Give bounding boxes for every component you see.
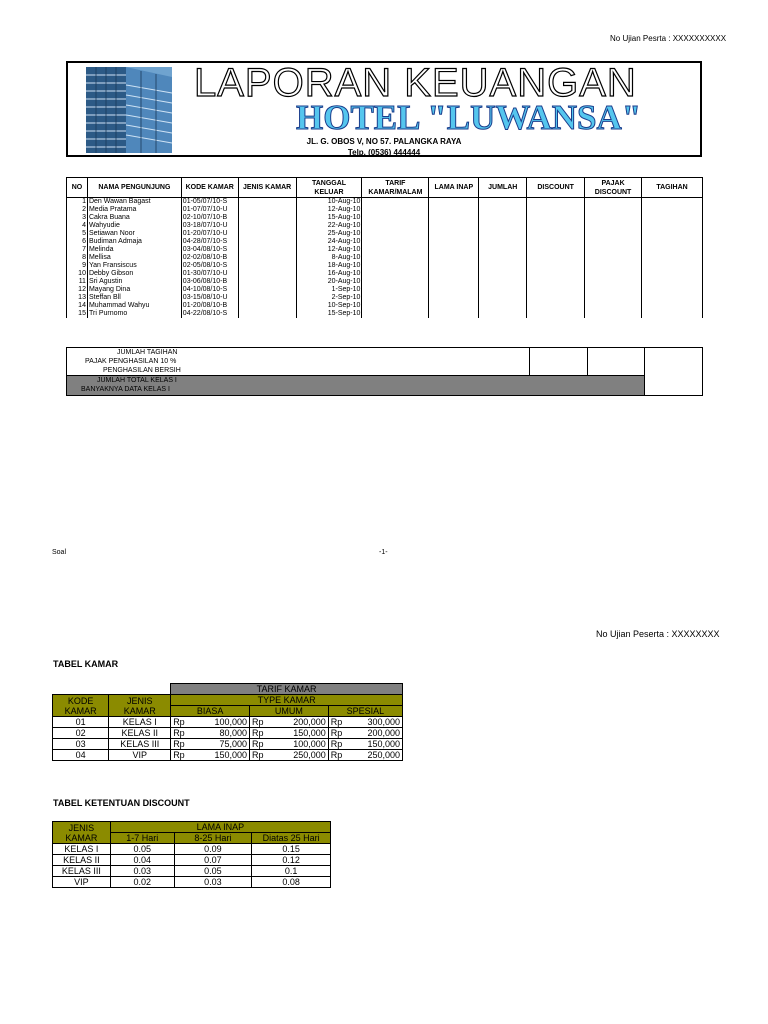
cell-tarif <box>362 214 429 222</box>
cell-no: 10 <box>67 270 88 278</box>
col-pajak: PAJAK DISCOUNT <box>585 178 642 198</box>
cell-tarif <box>362 238 429 246</box>
umum-header: UMUM <box>249 706 328 717</box>
d-col-1: 1-7 Hari <box>110 833 174 844</box>
cell-tanggal: 25-Aug-10 <box>296 230 362 238</box>
cell-jenis <box>238 246 296 254</box>
cell-jumlah <box>479 262 527 270</box>
table-row <box>67 206 703 214</box>
cell-tanggal: 20-Aug-10 <box>296 278 362 286</box>
cell-tagihan <box>642 214 703 222</box>
cell-jenis <box>238 302 296 310</box>
discount-row <box>53 844 331 855</box>
table-row <box>67 230 703 238</box>
cell-kode: 01-07/07/10-U <box>181 206 238 214</box>
cell-tarif <box>362 294 429 302</box>
cell-pajak <box>585 286 642 294</box>
cell-pajak <box>585 206 642 214</box>
cell-no: 14 <box>67 302 88 310</box>
col-tagihan: TAGIHAN <box>642 178 703 198</box>
cell-tagihan <box>642 222 703 230</box>
cell-pajak <box>585 214 642 222</box>
cell-tagihan <box>642 302 703 310</box>
spesial-header: SPESIAL <box>328 706 402 717</box>
kamar-cell-kode: 01 <box>53 717 109 728</box>
cell-kode: 02-02/08/10-B <box>181 254 238 262</box>
cell-lama <box>429 198 479 207</box>
cell-lama <box>429 206 479 214</box>
rp-label: Rp <box>171 728 187 739</box>
table-row <box>67 198 703 207</box>
table-row <box>67 294 703 302</box>
tabel-discount <box>52 821 331 888</box>
cell-jumlah <box>479 302 527 310</box>
kamar-cell-biasa: 150,000 <box>187 750 250 761</box>
cell-kode: 04-22/08/10-S <box>181 310 238 318</box>
cell-tanggal: 10-Sep-10 <box>296 302 362 310</box>
cell-discount <box>527 254 585 262</box>
discount-cell-jenis: KELAS III <box>53 866 111 877</box>
cell-tanggal: 15-Aug-10 <box>296 214 362 222</box>
cell-jenis <box>238 238 296 246</box>
cell-pajak <box>585 238 642 246</box>
cell-jenis <box>238 230 296 238</box>
kamar-cell-spesial: 200,000 <box>344 728 402 739</box>
discount-title: TABEL KETENTUAN DISCOUNT <box>53 798 190 808</box>
cell-pajak <box>585 270 642 278</box>
table-row <box>67 262 703 270</box>
table-row <box>67 310 703 318</box>
cell-tanggal: 8-Aug-10 <box>296 254 362 262</box>
cell-tagihan <box>642 254 703 262</box>
cell-jenis <box>238 206 296 214</box>
rp-label: Rp <box>171 739 187 750</box>
cell-jumlah <box>479 246 527 254</box>
cell-kode: 01-30/07/10-U <box>181 270 238 278</box>
cell-jenis <box>238 278 296 286</box>
discount-cell-b: 0.09 <box>174 844 252 855</box>
discount-cell-a: 0.03 <box>110 866 174 877</box>
cell-kode: 03-15/08/10-U <box>181 294 238 302</box>
report-table <box>66 177 703 318</box>
cell-jenis <box>238 294 296 302</box>
summary-discount-cell <box>530 348 588 376</box>
cell-tanggal: 15-Sep-10 <box>296 310 362 318</box>
kamar-cell-biasa: 80,000 <box>187 728 250 739</box>
cell-pajak <box>585 310 642 318</box>
cell-jenis <box>238 286 296 294</box>
cell-tarif <box>362 246 429 254</box>
cell-pajak <box>585 302 642 310</box>
cell-lama <box>429 262 479 270</box>
cell-pajak <box>585 222 642 230</box>
discount-cell-jenis: KELAS II <box>53 855 111 866</box>
cell-kode: 01-20/08/10-B <box>181 302 238 310</box>
cell-nama: Muhammad Wahyu <box>87 302 181 310</box>
cell-lama <box>429 230 479 238</box>
cell-tarif <box>362 222 429 230</box>
cell-jumlah <box>479 230 527 238</box>
jenis-kamar-header: JENIS KAMAR <box>109 695 171 717</box>
cell-nama: Wahyudie <box>87 222 181 230</box>
tabel-kamar-title: TABEL KAMAR <box>53 659 119 669</box>
cell-discount <box>527 286 585 294</box>
rp-label: Rp <box>328 728 344 739</box>
col-no: NO <box>67 178 88 198</box>
kamar-row <box>53 717 403 728</box>
table-row <box>67 302 703 310</box>
cell-tarif <box>362 286 429 294</box>
table-row <box>67 222 703 230</box>
cell-tanggal: 12-Aug-10 <box>296 206 362 214</box>
cell-lama <box>429 302 479 310</box>
discount-cell-b: 0.05 <box>174 866 252 877</box>
cell-discount <box>527 206 585 214</box>
table-row <box>67 246 703 254</box>
rp-label: Rp <box>249 717 265 728</box>
cell-kode: 03-06/08/10-B <box>181 278 238 286</box>
cell-no: 11 <box>67 278 88 286</box>
cell-kode: 02-10/07/10-B <box>181 214 238 222</box>
table-row <box>67 254 703 262</box>
cell-tagihan <box>642 206 703 214</box>
cell-tarif <box>362 206 429 214</box>
kamar-cell-jenis: KELAS III <box>109 739 171 750</box>
kamar-cell-kode: 04 <box>53 750 109 761</box>
cell-nama: Debby Gibson <box>87 270 181 278</box>
kamar-cell-kode: 02 <box>53 728 109 739</box>
cell-jenis <box>238 214 296 222</box>
cell-tanggal: 16-Aug-10 <box>296 270 362 278</box>
rp-label: Rp <box>249 750 265 761</box>
cell-nama: Cakra Buana <box>87 214 181 222</box>
cell-discount <box>527 198 585 207</box>
cell-no: 2 <box>67 206 88 214</box>
cell-lama <box>429 270 479 278</box>
cell-pajak <box>585 262 642 270</box>
cell-discount <box>527 238 585 246</box>
cell-discount <box>527 214 585 222</box>
cell-no: 7 <box>67 246 88 254</box>
cell-no: 8 <box>67 254 88 262</box>
cell-jumlah <box>479 286 527 294</box>
kamar-cell-biasa: 75,000 <box>187 739 250 750</box>
table-row <box>67 270 703 278</box>
cell-no: 12 <box>67 286 88 294</box>
cell-no: 3 <box>67 214 88 222</box>
cell-discount <box>527 278 585 286</box>
summary-banyak-data: BANYAKNYA DATA KELAS I <box>81 386 170 393</box>
kamar-cell-biasa: 100,000 <box>187 717 250 728</box>
col-lama: LAMA INAP <box>429 178 479 198</box>
kamar-cell-umum: 150,000 <box>266 728 329 739</box>
discount-cell-b: 0.03 <box>174 877 252 888</box>
cell-kode: 03-18/07/10-U <box>181 222 238 230</box>
col-tarif: TARIF KAMAR/MALAM <box>362 178 429 198</box>
discount-cell-b: 0.07 <box>174 855 252 866</box>
rp-label: Rp <box>249 728 265 739</box>
rp-label: Rp <box>171 750 187 761</box>
cell-nama: Mellisa <box>87 254 181 262</box>
cell-no: 4 <box>67 222 88 230</box>
cell-pajak <box>585 254 642 262</box>
kamar-cell-kode: 03 <box>53 739 109 750</box>
cell-kode: 02-05/08/10-S <box>181 262 238 270</box>
cell-lama <box>429 278 479 286</box>
lama-inap-header: LAMA INAP <box>110 822 330 833</box>
hotel-phone: Telp. (0536) 444444 <box>347 148 421 157</box>
discount-cell-a: 0.04 <box>110 855 174 866</box>
cell-jumlah <box>479 214 527 222</box>
cell-nama: Media Pratama <box>87 206 181 214</box>
rp-label: Rp <box>328 750 344 761</box>
cell-no: 9 <box>67 262 88 270</box>
col-jumlah: JUMLAH <box>479 178 527 198</box>
cell-tanggal: 24-Aug-10 <box>296 238 362 246</box>
summary-penghasilan: PENGHASILAN BERSIH <box>103 367 181 374</box>
cell-jenis <box>238 254 296 262</box>
cell-tarif <box>362 302 429 310</box>
cell-jenis <box>238 310 296 318</box>
cell-jenis <box>238 222 296 230</box>
cell-jumlah <box>479 206 527 214</box>
cell-pajak <box>585 294 642 302</box>
cell-tanggal: 1-Sep-10 <box>296 286 362 294</box>
table-row <box>67 278 703 286</box>
cell-jumlah <box>479 294 527 302</box>
cell-jenis <box>238 262 296 270</box>
discount-cell-jenis: KELAS I <box>53 844 111 855</box>
summary-pajak-cell <box>588 348 645 376</box>
kamar-cell-spesial: 300,000 <box>344 717 402 728</box>
kamar-cell-spesial: 250,000 <box>344 750 402 761</box>
cell-lama <box>429 294 479 302</box>
summary-total-kelas: JUMLAH TOTAL KELAS I <box>97 377 177 384</box>
kamar-cell-umum: 100,000 <box>266 739 329 750</box>
cell-nama: Den Wawan Bagast <box>87 198 181 207</box>
cell-nama: Budiman Admaja <box>87 238 181 246</box>
cell-nama: Mayang Dina <box>87 286 181 294</box>
hotel-address: JL. G. OBOS V, NO 57. PALANGKA RAYA <box>306 137 462 146</box>
cell-lama <box>429 254 479 262</box>
discount-cell-a: 0.05 <box>110 844 174 855</box>
cell-jumlah <box>479 222 527 230</box>
cell-pajak <box>585 246 642 254</box>
cell-tarif <box>362 262 429 270</box>
cell-tarif <box>362 230 429 238</box>
summary-pajak: PAJAK PENGHASILAN 10 % <box>85 358 177 365</box>
summary-tagihan-cell <box>645 348 703 396</box>
type-kamar-header: TYPE KAMAR <box>171 695 403 706</box>
kamar-cell-umum: 250,000 <box>266 750 329 761</box>
no-ujian-label: No Ujian Pesrta : XXXXXXXXXX <box>610 34 727 43</box>
cell-kode: 01-20/07/10-U <box>181 230 238 238</box>
cell-nama: Tri Purnomo <box>87 310 181 318</box>
cell-nama: Yan Fransiscus <box>87 262 181 270</box>
d-col-3: Diatas 25 Hari <box>252 833 331 844</box>
cell-no: 6 <box>67 238 88 246</box>
rp-label: Rp <box>328 717 344 728</box>
cell-tagihan <box>642 278 703 286</box>
col-nama: NAMA PENGUNJUNG <box>87 178 181 198</box>
kamar-row <box>53 728 403 739</box>
biasa-header: BIASA <box>171 706 250 717</box>
tabel-kamar <box>52 683 403 761</box>
cell-nama: Setiawan Noor <box>87 230 181 238</box>
footer-soal: Soal <box>52 549 67 556</box>
cell-tagihan <box>642 230 703 238</box>
cell-discount <box>527 262 585 270</box>
d-jenis-header: JENIS KAMAR <box>53 822 111 844</box>
cell-no: 5 <box>67 230 88 238</box>
report-header <box>66 61 702 157</box>
kamar-cell-umum: 200,000 <box>266 717 329 728</box>
cell-tagihan <box>642 262 703 270</box>
kamar-cell-spesial: 150,000 <box>344 739 402 750</box>
cell-lama <box>429 238 479 246</box>
cell-kode: 01-05/07/10-S <box>181 198 238 207</box>
discount-cell-c: 0.15 <box>252 844 331 855</box>
cell-jumlah <box>479 310 527 318</box>
cell-nama: Steffan Bll <box>87 294 181 302</box>
cell-nama: Melinda <box>87 246 181 254</box>
cell-tagihan <box>642 238 703 246</box>
cell-lama <box>429 246 479 254</box>
cell-jumlah <box>479 270 527 278</box>
cell-jenis <box>238 198 296 207</box>
cell-tanggal: 10-Aug-10 <box>296 198 362 207</box>
cell-tanggal: 22-Aug-10 <box>296 222 362 230</box>
cell-discount <box>527 230 585 238</box>
cell-tagihan <box>642 198 703 207</box>
kamar-row <box>53 739 403 750</box>
rp-label: Rp <box>328 739 344 750</box>
cell-jumlah <box>479 254 527 262</box>
cell-tagihan <box>642 286 703 294</box>
col-kode: KODE KAMAR <box>181 178 238 198</box>
cell-discount <box>527 246 585 254</box>
col-jenis: JENIS KAMAR <box>238 178 296 198</box>
cell-lama <box>429 222 479 230</box>
cell-pajak <box>585 230 642 238</box>
cell-tarif <box>362 278 429 286</box>
discount-cell-c: 0.1 <box>252 866 331 877</box>
cell-no: 15 <box>67 310 88 318</box>
cell-discount <box>527 302 585 310</box>
report-title: LAPORAN KEUANGAN <box>194 61 637 105</box>
cell-tagihan <box>642 294 703 302</box>
kamar-cell-jenis: KELAS I <box>109 717 171 728</box>
cell-discount <box>527 222 585 230</box>
kamar-cell-jenis: KELAS II <box>109 728 171 739</box>
discount-cell-a: 0.02 <box>110 877 174 888</box>
cell-discount <box>527 294 585 302</box>
cell-tanggal: 12-Aug-10 <box>296 246 362 254</box>
summary-jumlah-tagihan: JUMLAH TAGIHAN <box>117 349 178 356</box>
cell-jumlah <box>479 198 527 207</box>
cell-lama <box>429 286 479 294</box>
cell-kode: 03-04/08/10-S <box>181 246 238 254</box>
table-row <box>67 286 703 294</box>
tarif-kamar-header: TARIF KAMAR <box>171 684 403 695</box>
cell-no: 1 <box>67 198 88 207</box>
cell-kode: 04-28/07/10-S <box>181 238 238 246</box>
cell-tanggal: 2-Sep-10 <box>296 294 362 302</box>
kamar-row <box>53 750 403 761</box>
cell-no: 13 <box>67 294 88 302</box>
discount-cell-c: 0.12 <box>252 855 331 866</box>
cell-tanggal: 18-Aug-10 <box>296 262 362 270</box>
hotel-name: HOTEL "LUWANSA" <box>296 98 642 137</box>
col-tanggal: TANGGAL KELUAR <box>296 178 362 198</box>
cell-lama <box>429 310 479 318</box>
cell-pajak <box>585 278 642 286</box>
col-discount: DISCOUNT <box>527 178 585 198</box>
cell-discount <box>527 270 585 278</box>
table-row <box>67 238 703 246</box>
discount-cell-c: 0.08 <box>252 877 331 888</box>
cell-tagihan <box>642 270 703 278</box>
discount-row <box>53 877 331 888</box>
cell-jumlah <box>479 238 527 246</box>
kamar-cell-jenis: VIP <box>109 750 171 761</box>
discount-row <box>53 855 331 866</box>
footer-page-number: -1- <box>379 549 388 556</box>
cell-tagihan <box>642 246 703 254</box>
discount-row <box>53 866 331 877</box>
discount-cell-jenis: VIP <box>53 877 111 888</box>
cell-nama: Sri Agustin <box>87 278 181 286</box>
cell-tarif <box>362 310 429 318</box>
cell-jenis <box>238 270 296 278</box>
cell-jumlah <box>479 278 527 286</box>
d-col-2: 8-25 Hari <box>174 833 252 844</box>
kode-kamar-header: KODE KAMAR <box>53 695 109 717</box>
table-row <box>67 214 703 222</box>
cell-pajak <box>585 198 642 207</box>
cell-tarif <box>362 270 429 278</box>
rp-label: Rp <box>171 717 187 728</box>
rp-label: Rp <box>249 739 265 750</box>
cell-tarif <box>362 254 429 262</box>
cell-discount <box>527 310 585 318</box>
cell-tarif <box>362 198 429 207</box>
cell-lama <box>429 214 479 222</box>
cell-tagihan <box>642 310 703 318</box>
summary-table <box>66 347 703 396</box>
no-ujian-peserta: No Ujian Peserta : XXXXXXXX <box>596 629 720 639</box>
cell-kode: 04-10/08/10-S <box>181 286 238 294</box>
